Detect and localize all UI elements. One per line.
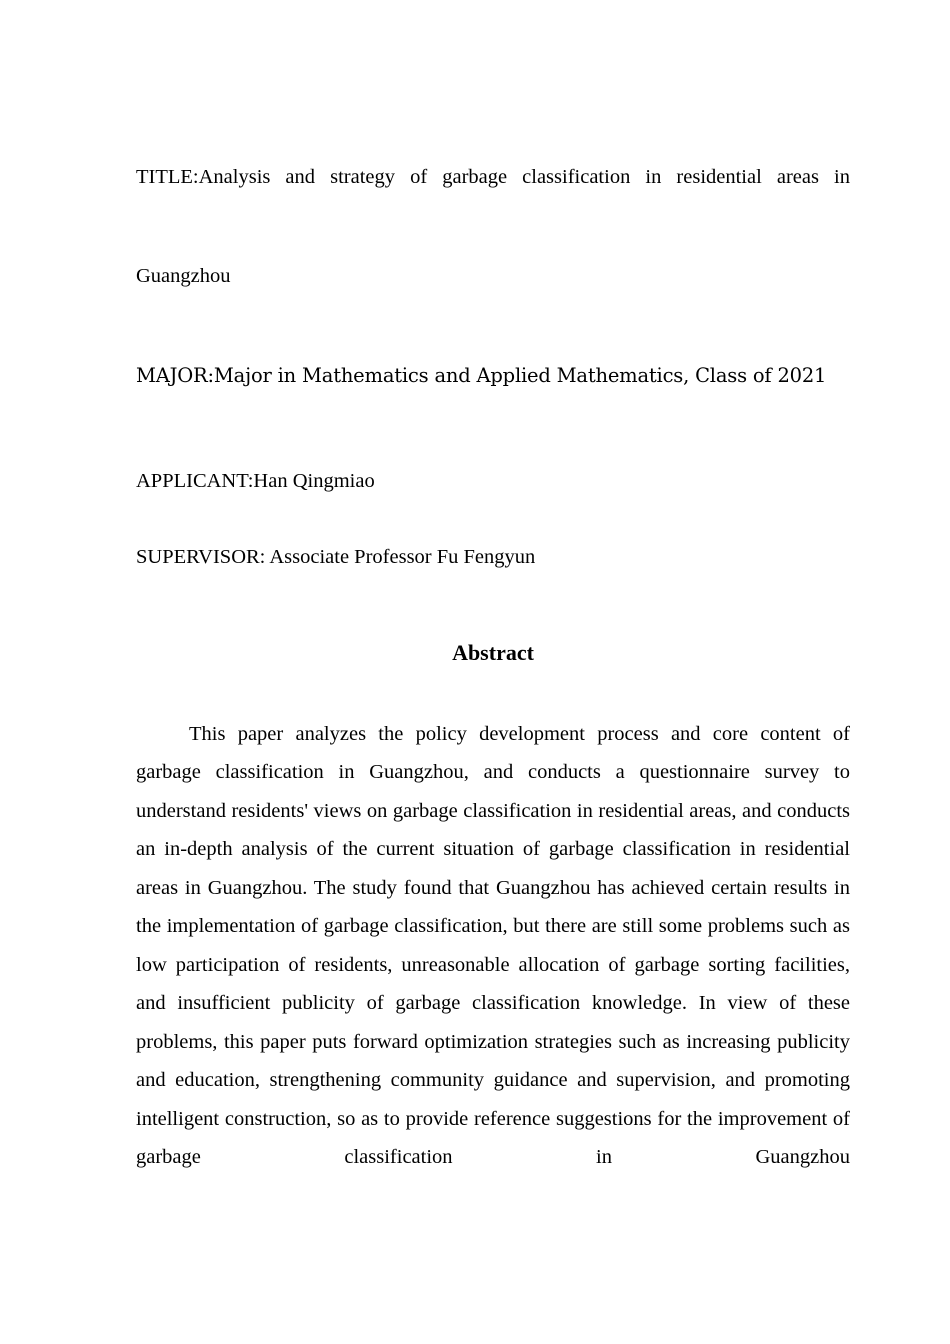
thesis-major-line: MAJOR:Major in Mathematics and Applied Mathematics, Class of 2021 bbox=[136, 364, 827, 387]
abstract-heading: Abstract bbox=[452, 640, 534, 665]
thesis-supervisor-line: SUPERVISOR: Associate Professor Fu Fengyun bbox=[136, 545, 536, 568]
front-matter bbox=[136, 128, 850, 576]
abstract-heading-wrap bbox=[136, 634, 850, 673]
thesis-applicant-line: APPLICANT:Han Qingmiao bbox=[136, 470, 375, 492]
page-text-block bbox=[136, 128, 850, 1177]
thesis-title-line: TITLE:Analysis and strategy of garbage classification in residential areas in Guangzhou bbox=[136, 166, 850, 287]
abstract-body-paragraph: This paper analyzes the policy development process and core content of garbage classification in Guangzhou, and conducts a questionnaire survey to understand residents' views on garbage classification in residential areas, and conducts an in-depth analysis of the current situation of garbage classification in residential areas in Guangzhou. The study found that Guangzhou has achieved certain results in the implementation of garbage classification, but there are still some problems such as low participation of residents, unreasonable allocation of garbage sorting facilities, and insufficient publicity of garbage classification knowledge. In view of these problems, this paper puts forward optimization strategies such as increasing publicity and education, strengthening community guidance and supervision, and promoting intelligent construction, so as to provide reference suggestions for the improvement of garbage classification in Guangzhou bbox=[136, 722, 850, 1168]
